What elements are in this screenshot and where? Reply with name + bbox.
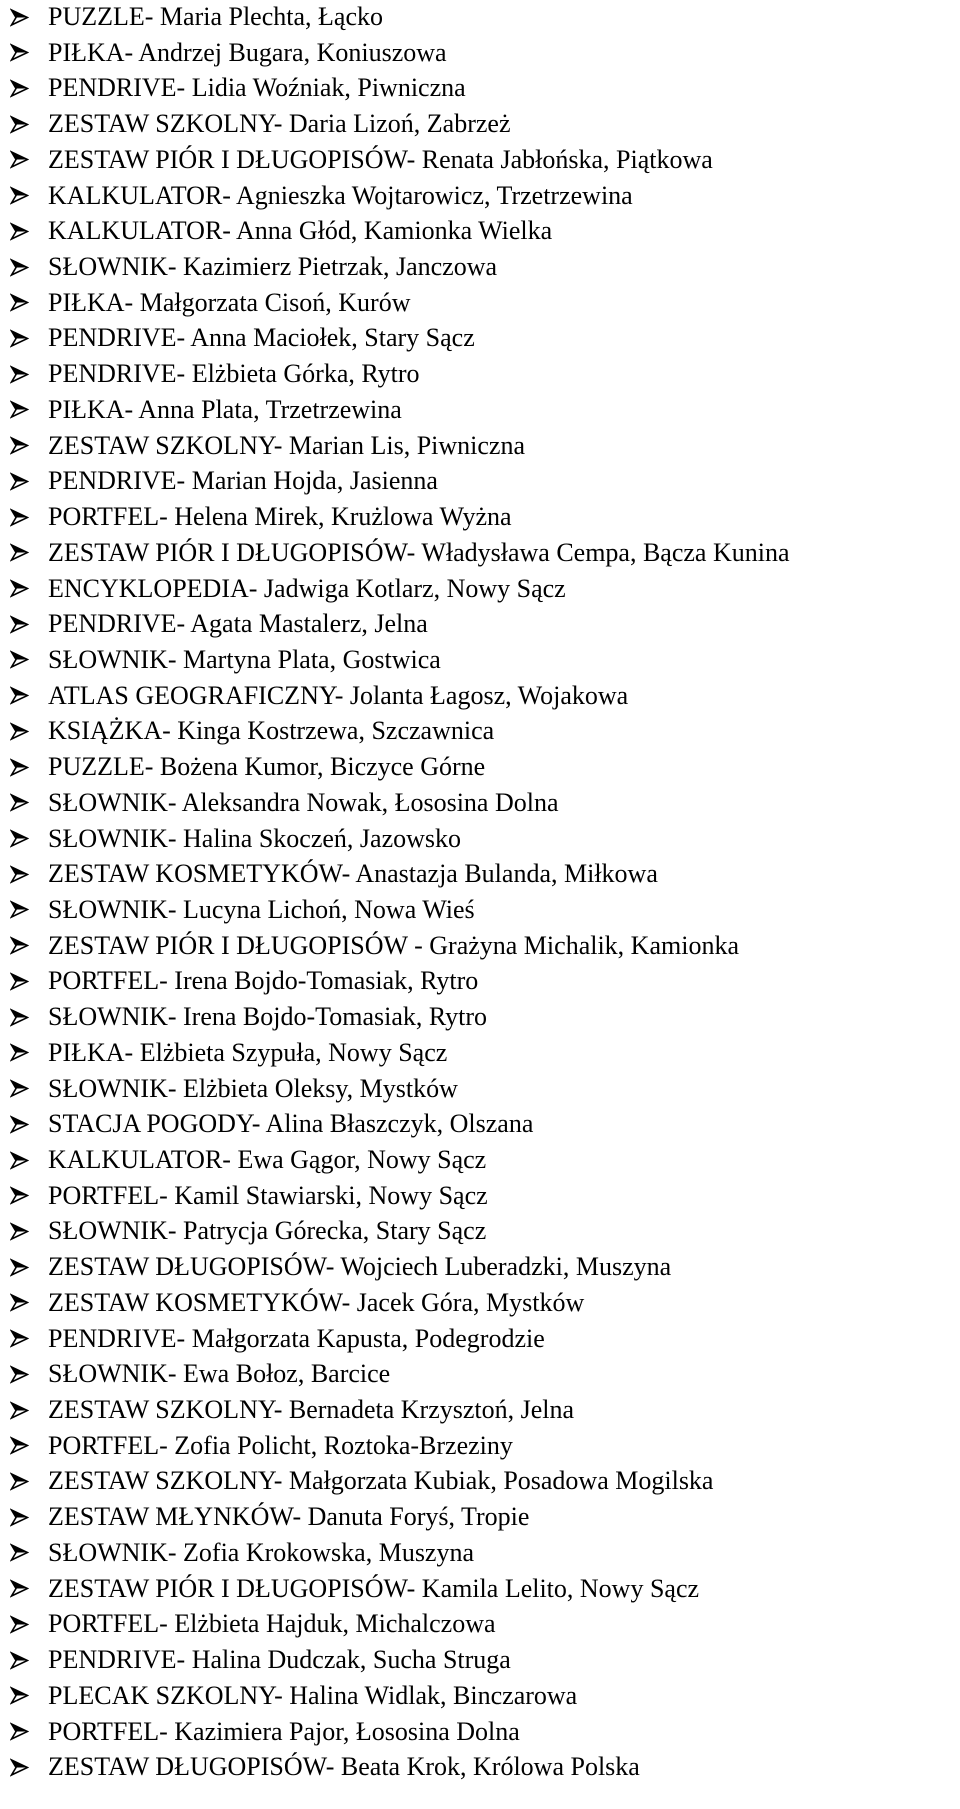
list-item xyxy=(10,1357,960,1393)
arrowhead-bullet-icon xyxy=(10,788,48,818)
list-item xyxy=(10,321,960,357)
list-item-text: PORTFEL- Helena Mirek, Krużlowa Wyżna xyxy=(48,502,512,532)
arrowhead-bullet-icon xyxy=(10,1681,48,1711)
list-item-text: KSIĄŻKA- Kinga Kostrzewa, Szczawnica xyxy=(48,716,495,746)
arrowhead-bullet-icon xyxy=(10,502,48,532)
list-item-text: SŁOWNIK- Kazimierz Pietrzak, Janczowa xyxy=(48,252,498,282)
arrowhead-bullet-icon xyxy=(10,609,48,639)
list-item-text: ZESTAW PIÓR I DŁUGOPISÓW- Kamila Lelito, Nowy Sącz xyxy=(48,1573,700,1603)
list-item xyxy=(10,107,960,143)
list-item xyxy=(10,143,960,179)
list-item-text: ZESTAW SZKOLNY- Daria Lizoń, Zabrzeż xyxy=(48,109,511,139)
list-item xyxy=(10,286,960,322)
arrowhead-bullet-icon xyxy=(10,824,48,854)
list-item xyxy=(10,250,960,286)
arrowhead-bullet-icon xyxy=(10,966,48,996)
list-item-text: PENDRIVE- Halina Dudczak, Sucha Struga xyxy=(48,1645,511,1675)
list-item xyxy=(10,179,960,215)
list-item xyxy=(10,572,960,608)
list-item xyxy=(10,429,960,465)
list-item xyxy=(10,714,960,750)
arrowhead-bullet-icon xyxy=(10,1324,48,1354)
list-item-text: KALKULATOR- Anna Głód, Kamionka Wielka xyxy=(48,216,553,246)
list-item xyxy=(10,1107,960,1143)
list-item xyxy=(10,1750,960,1786)
list-item-text: KALKULATOR- Agnieszka Wojtarowicz, Trzetrzewina xyxy=(48,180,633,210)
arrowhead-bullet-icon xyxy=(10,109,48,139)
arrowhead-bullet-icon xyxy=(10,1574,48,1604)
list-item-text: PORTFEL- Elżbieta Hajduk, Michalczowa xyxy=(48,1609,496,1639)
list-item-text: PENDRIVE- Małgorzata Kapusta, Podegrodzie xyxy=(48,1323,545,1353)
list-item-text: PORTFEL- Zofia Policht, Roztoka-Brzeziny xyxy=(48,1430,513,1460)
arrowhead-bullet-icon xyxy=(10,1074,48,1104)
arrowhead-bullet-icon xyxy=(10,288,48,318)
list-item xyxy=(10,1464,960,1500)
list-item xyxy=(10,1072,960,1108)
list-item-text: ZESTAW MŁYNKÓW- Danuta Foryś, Tropie xyxy=(48,1502,530,1532)
list-item-text: PIŁKA- Małgorzata Cisoń, Kurów xyxy=(48,287,411,317)
list-item xyxy=(10,893,960,929)
list-item xyxy=(10,857,960,893)
arrowhead-bullet-icon xyxy=(10,1216,48,1246)
list-item xyxy=(10,500,960,536)
arrowhead-bullet-icon xyxy=(10,181,48,211)
list-item-text: SŁOWNIK- Ewa Bołoz, Barcice xyxy=(48,1359,391,1389)
list-item xyxy=(10,1143,960,1179)
list-item xyxy=(10,1286,960,1322)
arrowhead-bullet-icon xyxy=(10,538,48,568)
list-item xyxy=(10,1572,960,1608)
list-item-text: ZESTAW PIÓR I DŁUGOPISÓW - Grażyna Michalik, Kamionka xyxy=(48,930,739,960)
list-item xyxy=(10,1607,960,1643)
list-item xyxy=(10,1500,960,1536)
list-item xyxy=(10,1000,960,1036)
list-item xyxy=(10,1536,960,1572)
list-item-text: ZESTAW DŁUGOPISÓW- Wojciech Luberadzki, Muszyna xyxy=(48,1252,672,1282)
arrowhead-bullet-icon xyxy=(10,1609,48,1639)
list-item-text: ZESTAW DŁUGOPISÓW- Beata Krok, Królowa Polska xyxy=(48,1752,640,1782)
arrowhead-bullet-icon xyxy=(10,1252,48,1282)
list-item xyxy=(10,750,960,786)
list-item xyxy=(10,0,960,36)
list-item-text: ZESTAW KOSMETYKÓW- Anastazja Bulanda, Miłkowa xyxy=(48,859,658,889)
list-item xyxy=(10,393,960,429)
arrowhead-bullet-icon xyxy=(10,931,48,961)
list-item-text: ZESTAW PIÓR I DŁUGOPISÓW- Renata Jabłońska, Piątkowa xyxy=(48,144,713,174)
arrowhead-bullet-icon xyxy=(10,1431,48,1461)
list-item-text: ATLAS GEOGRAFICZNY- Jolanta Łagosz, Wojakowa xyxy=(48,680,629,710)
arrowhead-bullet-icon xyxy=(10,716,48,746)
arrowhead-bullet-icon xyxy=(10,1752,48,1782)
list-item-text: PENDRIVE- Marian Hojda, Jasienna xyxy=(48,466,438,496)
list-item-text: PUZZLE- Maria Plechta, Łącko xyxy=(48,2,383,31)
list-item xyxy=(10,643,960,679)
arrowhead-bullet-icon xyxy=(10,1002,48,1032)
list-item-text: PORTFEL- Kamil Stawiarski, Nowy Sącz xyxy=(48,1180,488,1210)
list-item-text: ZESTAW SZKOLNY- Bernadeta Krzysztoń, Jelna xyxy=(48,1395,575,1425)
list-item xyxy=(10,1322,960,1358)
list-item xyxy=(10,1429,960,1465)
list-item xyxy=(10,1250,960,1286)
list-item-text: ZESTAW KOSMETYKÓW- Jacek Góra, Mystków xyxy=(48,1287,585,1317)
list-item xyxy=(10,1715,960,1751)
arrowhead-bullet-icon xyxy=(10,752,48,782)
list-item xyxy=(10,607,960,643)
arrowhead-bullet-icon xyxy=(10,1038,48,1068)
list-item xyxy=(10,1036,960,1072)
arrowhead-bullet-icon xyxy=(10,1538,48,1568)
list-item xyxy=(10,536,960,572)
list-item-text: PUZZLE- Bożena Kumor, Biczyce Górne xyxy=(48,752,486,782)
arrowhead-bullet-icon xyxy=(10,359,48,389)
arrowhead-bullet-icon xyxy=(10,1181,48,1211)
arrowhead-bullet-icon xyxy=(10,859,48,889)
list-item-text: PENDRIVE- Lidia Woźniak, Piwniczna xyxy=(48,73,466,103)
list-item-text: PIŁKA- Elżbieta Szypuła, Nowy Sącz xyxy=(48,1037,448,1067)
arrowhead-bullet-icon xyxy=(10,1466,48,1496)
arrowhead-bullet-icon xyxy=(10,574,48,604)
list-item xyxy=(10,679,960,715)
list-item xyxy=(10,929,960,965)
list-item-text: PENDRIVE- Anna Maciołek, Stary Sącz xyxy=(48,323,475,353)
prize-winner-list xyxy=(10,0,960,1786)
list-item xyxy=(10,822,960,858)
list-item-text: PENDRIVE- Elżbieta Górka, Rytro xyxy=(48,359,420,389)
arrowhead-bullet-icon xyxy=(10,395,48,425)
list-item xyxy=(10,1179,960,1215)
list-item-text: STACJA POGODY- Alina Błaszczyk, Olszana xyxy=(48,1109,534,1139)
arrowhead-bullet-icon xyxy=(10,73,48,103)
arrowhead-bullet-icon xyxy=(10,1645,48,1675)
list-item-text: ENCYKLOPEDIA- Jadwiga Kotlarz, Nowy Sącz xyxy=(48,573,566,603)
list-item xyxy=(10,1679,960,1715)
list-item-text: SŁOWNIK- Halina Skoczeń, Jazowsko xyxy=(48,823,462,853)
list-item xyxy=(10,214,960,250)
arrowhead-bullet-icon xyxy=(10,1395,48,1425)
list-item xyxy=(10,464,960,500)
list-item-text: SŁOWNIK- Patrycja Górecka, Stary Sącz xyxy=(48,1216,487,1246)
list-item xyxy=(10,71,960,107)
list-item-text: PLECAK SZKOLNY- Halina Widlak, Binczarowa xyxy=(48,1680,578,1710)
list-item-text: PIŁKA- Anna Plata, Trzetrzewina xyxy=(48,394,402,424)
list-item xyxy=(10,357,960,393)
arrowhead-bullet-icon xyxy=(10,216,48,246)
list-item-text: SŁOWNIK- Aleksandra Nowak, Łososina Dolna xyxy=(48,787,559,817)
list-item-text: PORTFEL- Kazimiera Pajor, Łososina Dolna xyxy=(48,1716,520,1746)
arrowhead-bullet-icon xyxy=(10,1717,48,1747)
list-item-text: PORTFEL- Irena Bojdo-Tomasiak, Rytro xyxy=(48,966,479,996)
list-item xyxy=(10,36,960,72)
arrowhead-bullet-icon xyxy=(10,1145,48,1175)
arrowhead-bullet-icon xyxy=(10,645,48,675)
list-item xyxy=(10,786,960,822)
list-item-text: KALKULATOR- Ewa Gągor, Nowy Sącz xyxy=(48,1145,487,1174)
arrowhead-bullet-icon xyxy=(10,2,48,32)
list-item-text: SŁOWNIK- Irena Bojdo-Tomasiak, Rytro xyxy=(48,1002,488,1032)
list-item-text: PIŁKA- Andrzej Bugara, Koniuszowa xyxy=(48,37,447,67)
arrowhead-bullet-icon xyxy=(10,1109,48,1139)
arrowhead-bullet-icon xyxy=(10,145,48,175)
list-item-text: SŁOWNIK- Elżbieta Oleksy, Mystków xyxy=(48,1073,458,1103)
arrowhead-bullet-icon xyxy=(10,681,48,711)
arrowhead-bullet-icon xyxy=(10,252,48,282)
arrowhead-bullet-icon xyxy=(10,431,48,461)
arrowhead-bullet-icon xyxy=(10,1288,48,1318)
list-item-text: ZESTAW SZKOLNY- Małgorzata Kubiak, Posadowa Mogilska xyxy=(48,1466,714,1496)
list-item xyxy=(10,1393,960,1429)
arrowhead-bullet-icon xyxy=(10,323,48,353)
list-item-text: PENDRIVE- Agata Mastalerz, Jelna xyxy=(48,609,428,639)
list-item xyxy=(10,964,960,1000)
list-item-text: SŁOWNIK- Lucyna Lichoń, Nowa Wieś xyxy=(48,894,475,924)
list-item xyxy=(10,1214,960,1250)
arrowhead-bullet-icon xyxy=(10,895,48,925)
arrowhead-bullet-icon xyxy=(10,1502,48,1532)
list-item-text: SŁOWNIK- Martyna Plata, Gostwica xyxy=(48,644,441,674)
arrowhead-bullet-icon xyxy=(10,1359,48,1389)
arrowhead-bullet-icon xyxy=(10,466,48,496)
list-item-text: SŁOWNIK- Zofia Krokowska, Muszyna xyxy=(48,1537,475,1567)
arrowhead-bullet-icon xyxy=(10,38,48,68)
list-item-text: ZESTAW SZKOLNY- Marian Lis, Piwniczna xyxy=(48,430,526,460)
list-item xyxy=(10,1643,960,1679)
list-item-text: ZESTAW PIÓR I DŁUGOPISÓW- Władysława Cempa, Bącza Kunina xyxy=(48,537,790,567)
